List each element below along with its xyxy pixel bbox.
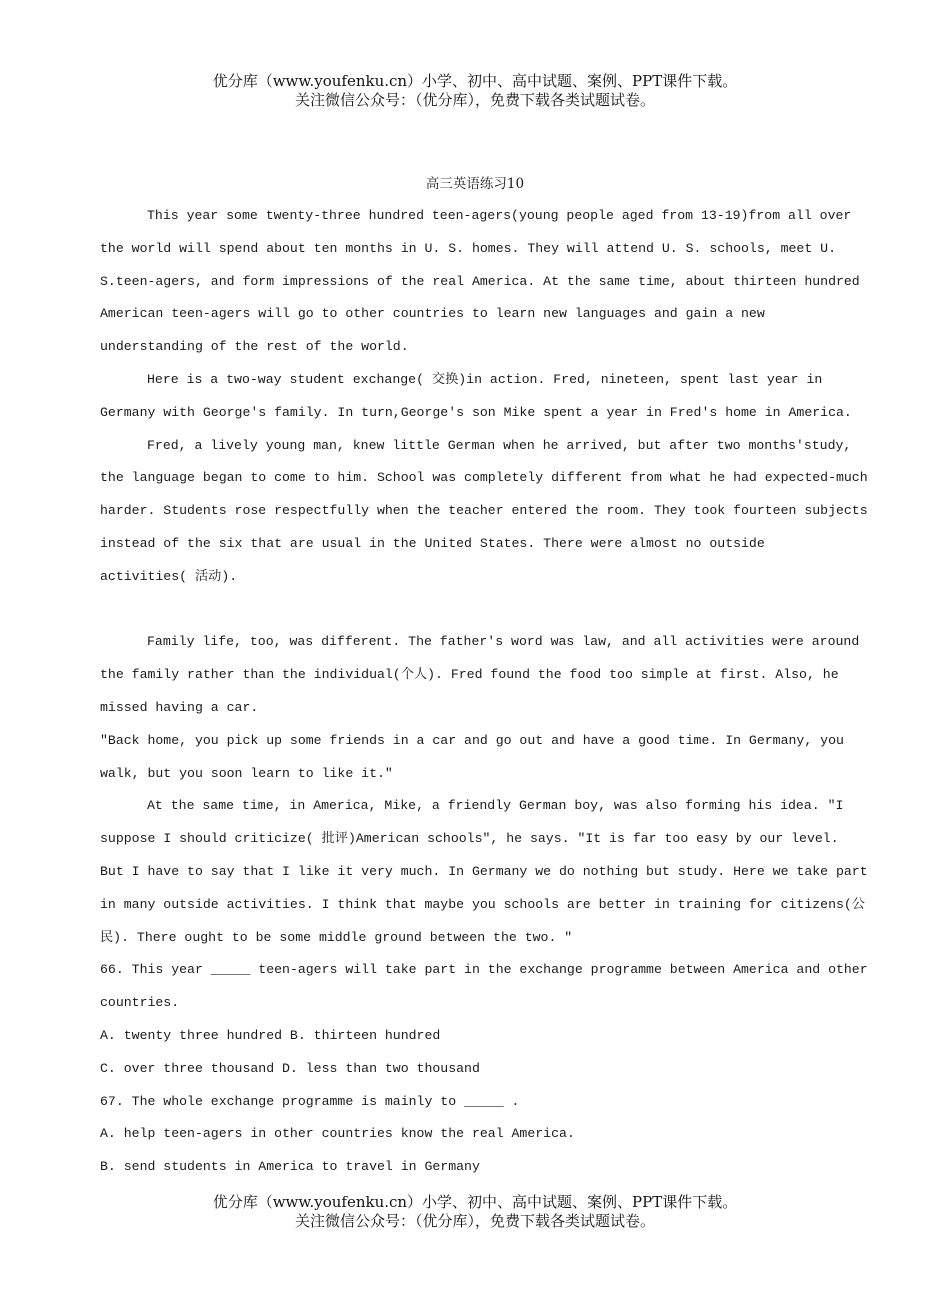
text-line: suppose I should criticize( 批评)American schools", he says. "It is far too easy by our level. — [100, 831, 839, 847]
document-body — [100, 200, 868, 1184]
text-line: understanding of the rest of the world. — [100, 339, 409, 355]
page-header — [0, 72, 950, 110]
text-line: countries. — [100, 995, 180, 1011]
footer-line-2: 关注微信公众号：（优分库），免费下载各类试题试卷。 — [294, 1212, 655, 1230]
text-line: 民). There ought to be some middle ground between the two. " — [100, 929, 573, 945]
text-line: in many outside activities. I think that maybe you schools are better in training for citizens(公 — [100, 896, 865, 912]
header-line-2: 关注微信公众号：（优分库），免费下载各类试题试卷。 — [294, 91, 655, 109]
text-line: the language began to come to him. School was completely different from what he had expected-much — [100, 470, 868, 486]
text-line: the world will spend about ten months in U. S. homes. They will attend U. S. schools, meet U. — [100, 240, 836, 256]
text-line: missed having a car. — [100, 699, 259, 715]
answer-option: B. send students in America to travel in Germany — [100, 1159, 480, 1175]
header-line-1: 优分库（www.youfenku.cn）小学、初中、高中试题、案例、PPT课件下载。 — [212, 72, 738, 90]
text-line: "Back home, you pick up some friends in a car and go out and have a good time. In Germany, you — [100, 732, 844, 748]
text-line: S.teen-agers, and form impressions of the real America. At the same time, about thirteen hundred — [100, 273, 860, 289]
page-footer — [0, 1193, 950, 1231]
page-title: 高三英语练习10 — [425, 176, 525, 192]
blank-line — [100, 594, 860, 627]
answer-option: A. help teen-agers in other countries know the real America. — [100, 1126, 575, 1142]
footer-line-1: 优分库（www.youfenku.cn）小学、初中、高中试题、案例、PPT课件下载。 — [212, 1193, 738, 1211]
text-line: Here is a two-way student exchange( 交换)in action. Fred, nineteen, spent last year in — [147, 371, 823, 387]
answer-option: A. twenty three hundred B. thirteen hundred — [100, 1027, 441, 1043]
question-66: 66. This year _____ teen-agers will take part in the exchange programme between America and other — [100, 962, 868, 978]
text-line: instead of the six that are usual in the United States. There were almost no outside — [100, 535, 765, 551]
text-line: Germany with George's family. In turn,George's son Mike spent a year in Fred's home in America. — [100, 404, 852, 420]
text-line: the family rather than the individual(个人). Fred found the food too simple at first. Also, he — [100, 667, 839, 683]
text-line: Family life, too, was different. The father's word was law, and all activities were around — [147, 634, 860, 650]
text-line: American teen-agers will go to other countries to learn new languages and gain a new — [100, 306, 765, 322]
text-line: activities( 活动). — [100, 568, 238, 584]
text-line: But I have to say that I like it very much. In Germany we do nothing but study. Here we take part — [100, 863, 868, 879]
answer-option: C. over three thousand D. less than two thousand — [100, 1060, 480, 1076]
text-line: walk, but you soon learn to like it." — [100, 765, 393, 781]
text-line: This year some twenty-three hundred teen-agers(young people aged from 13-19)from all over — [147, 208, 852, 223]
text-line: harder. Students rose respectfully when the teacher entered the room. They took fourteen subjects — [100, 503, 868, 519]
text-line: Fred, a lively young man, knew little German when he arrived, but after two months'study, — [147, 437, 852, 453]
question-67: 67. The whole exchange programme is mainly to _____ . — [100, 1093, 520, 1109]
text-line: At the same time, in America, Mike, a friendly German boy, was also forming his idea. "I — [147, 798, 844, 814]
